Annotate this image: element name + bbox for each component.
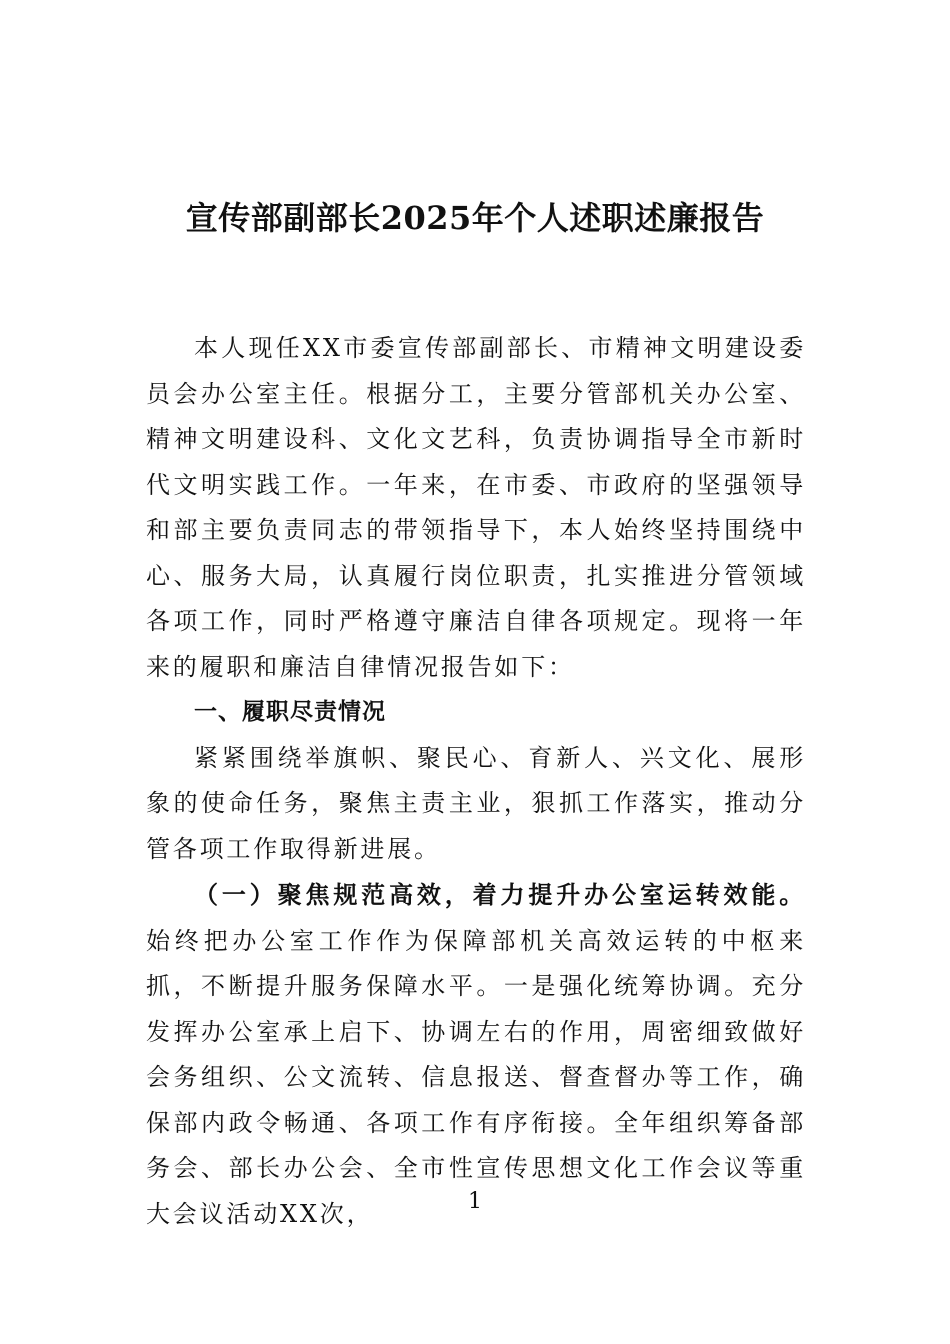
document-body [146,326,806,1237]
intro-paragraph: 本人现任XX市委宣传部副部长、市精神文明建设委员会办公室主任。根据分工，主要分管部机关办公室、精神文明建设科、文化文艺科，负责协调指导全市新时代文明实践工作。一年来，在市委、市政府的坚强领导和部主要负责同志的带领指导下，本人始终坚持围绕中心、服务大局，认真履行岗位职责，扎实推进分管领域各项工作，同时严格遵守廉洁自律各项规定。现将一年来的履职和廉洁自律情况报告如下： [146,334,806,681]
section-heading-1: 一、履职尽责情况 [194,699,386,725]
document-title: 宣传部副部长2025年个人述职述廉报告 [185,199,765,237]
subsection-1-paragraph [146,872,806,1237]
page-number: 1 [468,1189,482,1214]
subsection-1-text: 始终把办公室工作作为保障部机关高效运转的中枢来抓，不断提升服务保障水平。一是强化统筹协调。充分发挥办公室承上启下、协调左右的作用，周密细致做好会务组织、公文流转、信息报送、督查督办等工作，确保部内政令畅通、各项工作有序衔接。全年组织筹备部务会、部长办公会、全市性宣传思想文化工作会议等重大会议活动XX次， [146,926,806,1228]
section-1-paragraph: 紧紧围绕举旗帜、聚民心、育新人、兴文化、展形象的使命任务，聚焦主责主业，狠抓工作落实，推动分管各项工作取得新进展。 [146,743,806,863]
subsection-heading-1: （一）聚焦规范高效，着力提升办公室运转效能。 [194,880,806,909]
